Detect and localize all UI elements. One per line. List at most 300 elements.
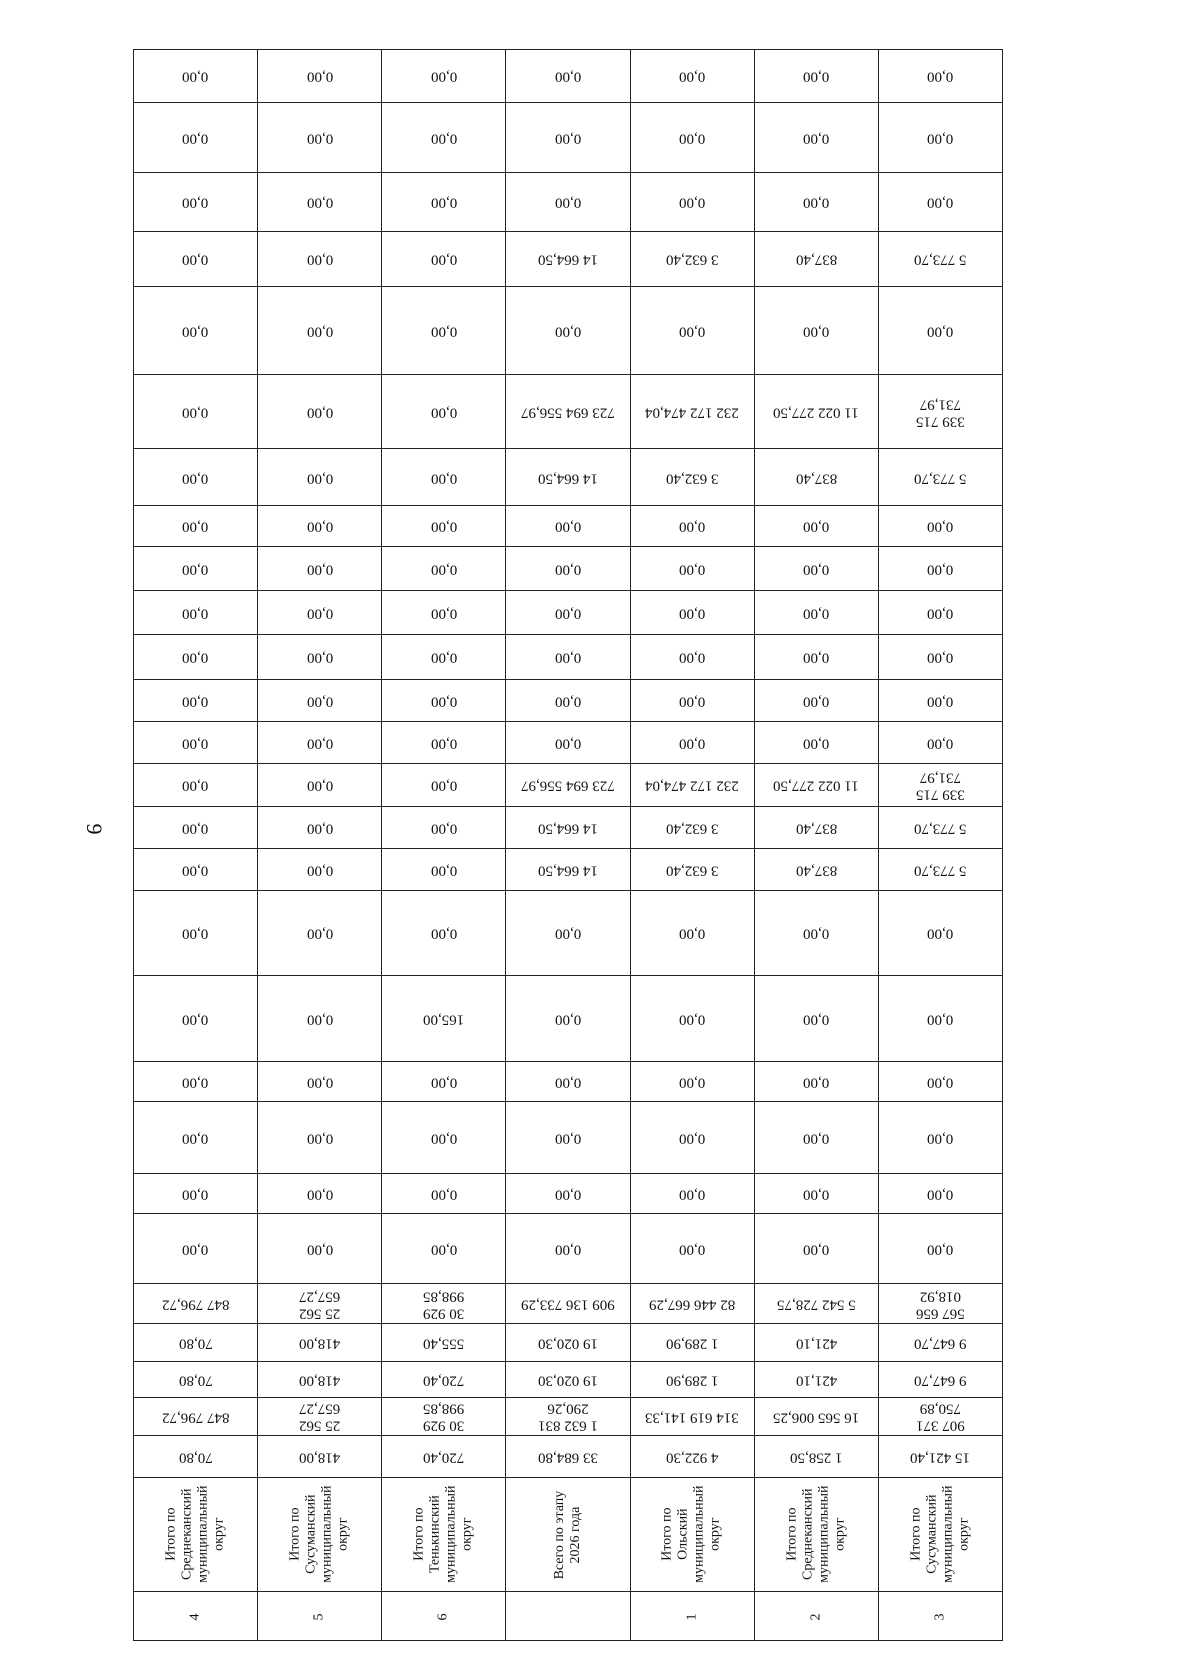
value-cell (258, 722, 382, 764)
cell-value: 0,00 (927, 518, 954, 535)
value-cell (506, 286, 630, 375)
cell-value: 0,00 (182, 194, 209, 211)
value-cell (878, 102, 1002, 172)
value-cell (754, 449, 878, 506)
value-cell (134, 722, 258, 764)
cell-value: 0,00 (803, 1011, 830, 1028)
cell-value: 0,00 (306, 862, 333, 879)
value-cell (506, 231, 630, 286)
value-cell (506, 506, 630, 546)
value-cell (878, 591, 1002, 635)
value-cell (382, 286, 506, 375)
cell-value: 0,00 (306, 649, 333, 666)
value-cell (754, 375, 878, 449)
cell-value: 0,00 (430, 323, 457, 340)
value-cell (754, 591, 878, 635)
cell-value: 0,00 (927, 693, 954, 710)
value-cell (134, 1284, 258, 1324)
value-cell (382, 679, 506, 721)
cell-value: 0,00 (679, 518, 706, 535)
cell-value: 0,00 (927, 129, 954, 146)
value-cell (134, 102, 258, 172)
value-cell (754, 1214, 878, 1284)
row-label-cell (134, 1478, 258, 1592)
value-cell (878, 449, 1002, 506)
cell-value: 5 773,70 (914, 470, 967, 487)
value-cell (630, 722, 754, 764)
value-cell (630, 848, 754, 890)
cell-value: 339 715 731,97 (916, 768, 965, 803)
table-row (134, 375, 1003, 449)
value-cell (878, 764, 1002, 806)
value-cell (878, 1435, 1002, 1477)
cell-value: 0,00 (182, 1130, 209, 1147)
cell-value: 5 773,70 (914, 862, 967, 879)
row-label-cell (258, 1478, 382, 1592)
row-number: 1 (684, 1613, 700, 1621)
value-cell (506, 722, 630, 764)
value-cell (754, 764, 878, 806)
value-cell (134, 449, 258, 506)
value-cell (258, 1362, 382, 1398)
cell-value: 0,00 (554, 1241, 582, 1258)
cell-value: 0,00 (430, 1074, 457, 1091)
value-cell (506, 1102, 630, 1174)
cell-value: 0,00 (554, 560, 582, 577)
value-cell (506, 891, 630, 976)
value-cell (134, 286, 258, 375)
cell-value: 0,00 (927, 1011, 954, 1028)
value-cell (630, 1324, 754, 1362)
value-cell (258, 1062, 382, 1102)
value-cell (134, 1214, 258, 1284)
page-number: 9 (82, 823, 107, 835)
value-cell (754, 1102, 878, 1174)
cell-value: 0,00 (430, 251, 457, 268)
cell-value: 0,00 (306, 251, 333, 268)
cell-value: 0,00 (554, 194, 582, 211)
cell-value: 0,00 (803, 68, 830, 85)
cell-value: 0,00 (927, 605, 954, 622)
cell-value: 0,00 (679, 925, 706, 942)
table-row (134, 1174, 1003, 1214)
value-cell (630, 102, 754, 172)
cell-value: 0,00 (430, 777, 457, 794)
cell-value: 0,00 (803, 693, 830, 710)
cell-value: 0,00 (927, 560, 954, 577)
cell-value: 0,00 (803, 129, 830, 146)
cell-value: 3 632,40 (665, 862, 719, 879)
value-cell (382, 891, 506, 976)
value-cell (258, 1174, 382, 1214)
cell-value: 0,00 (679, 129, 706, 146)
row-number: 4 (187, 1613, 203, 1621)
value-cell (134, 1324, 258, 1362)
cell-value: 0,00 (803, 323, 830, 340)
value-cell (258, 1102, 382, 1174)
cell-value: 0,00 (803, 605, 830, 622)
value-cell (754, 546, 878, 590)
value-cell (754, 891, 878, 976)
table-row (134, 1214, 1003, 1284)
cell-value: 907 371 750,89 (916, 1400, 965, 1434)
value-cell (258, 591, 382, 635)
cell-value: 0,00 (306, 194, 333, 211)
value-cell (258, 102, 382, 172)
table-row (134, 891, 1003, 976)
value-cell (382, 764, 506, 806)
value-cell (878, 231, 1002, 286)
cell-value: 0,00 (430, 693, 457, 710)
cell-value: 0,00 (554, 68, 582, 85)
value-cell (382, 1102, 506, 1174)
value-cell (258, 679, 382, 721)
value-cell (878, 1174, 1002, 1214)
cell-value: 5 542 728,75 (776, 1296, 856, 1313)
cell-value: 0,00 (679, 605, 706, 622)
cell-value: 3 632,40 (665, 470, 719, 487)
cell-value: 25 562 657,27 (299, 1400, 341, 1434)
cell-value: 837,40 (795, 251, 837, 268)
cell-value: 0,00 (430, 862, 457, 879)
row-label: Итого по Сусуманский муниципальный округ (287, 1485, 351, 1584)
cell-value: 0,00 (182, 129, 209, 146)
value-cell (382, 375, 506, 449)
row-number-cell (630, 1592, 754, 1641)
value-cell (134, 764, 258, 806)
value-cell (630, 1062, 754, 1102)
table-row (134, 1435, 1003, 1477)
value-cell (878, 891, 1002, 976)
cell-value: 0,00 (306, 1130, 333, 1147)
value-cell (878, 1362, 1002, 1398)
value-cell (382, 806, 506, 848)
cell-value: 232 172 474,04 (645, 777, 739, 794)
cell-value: 0,00 (182, 649, 209, 666)
value-cell (258, 1398, 382, 1436)
cell-value: 0,00 (430, 925, 457, 942)
cell-value: 1 632 831 290,26 (537, 1400, 598, 1434)
cell-value: 82 446 667,29 (649, 1296, 736, 1313)
value-cell (878, 1062, 1002, 1102)
cell-value: 14 664,50 (537, 819, 598, 836)
cell-value: 0,00 (430, 194, 457, 211)
value-cell (258, 764, 382, 806)
cell-value: 11 022 277,50 (773, 777, 860, 794)
value-cell (382, 449, 506, 506)
value-cell (754, 1284, 878, 1324)
cell-value: 0,00 (679, 560, 706, 577)
cell-value: 0,00 (679, 68, 706, 85)
value-cell (134, 1435, 258, 1477)
value-cell (258, 1284, 382, 1324)
cell-value: 0,00 (554, 323, 582, 340)
cell-value: 0,00 (803, 560, 830, 577)
value-cell (754, 1174, 878, 1214)
value-cell (878, 1398, 1002, 1436)
value-cell (506, 1362, 630, 1398)
value-cell (630, 1284, 754, 1324)
cell-value: 0,00 (430, 1186, 457, 1203)
table-row (134, 1362, 1003, 1398)
cell-value: 0,00 (554, 1130, 582, 1147)
value-cell (878, 848, 1002, 890)
cell-value: 0,00 (927, 323, 954, 340)
value-cell (878, 506, 1002, 546)
value-cell (754, 231, 878, 286)
row-label-cell (878, 1478, 1002, 1592)
cell-value: 0,00 (182, 1074, 209, 1091)
value-cell (754, 975, 878, 1062)
cell-value: 0,00 (430, 68, 457, 85)
value-cell (754, 1362, 878, 1398)
row-number-cell (258, 1592, 382, 1641)
row-number: 2 (808, 1613, 824, 1621)
cell-value: 165,00 (423, 1011, 465, 1028)
cell-value: 847 796,72 (161, 1409, 230, 1426)
cell-value: 418,00 (299, 1335, 341, 1352)
table-row (134, 764, 1003, 806)
cell-value: 0,00 (306, 1011, 333, 1028)
cell-value: 0,00 (554, 925, 582, 942)
value-cell (630, 546, 754, 590)
cell-value: 0,00 (554, 1186, 582, 1203)
row-number-cell (506, 1592, 630, 1641)
value-cell (382, 102, 506, 172)
cell-value: 0,00 (679, 735, 706, 752)
cell-value: 0,00 (927, 1130, 954, 1147)
row-label: Итого по Тенькинский муниципальный округ (411, 1485, 475, 1584)
cell-value: 720,40 (423, 1372, 465, 1389)
row-number-cell (134, 1592, 258, 1641)
table-row (134, 1102, 1003, 1174)
cell-value: 0,00 (306, 470, 333, 487)
value-cell (506, 50, 630, 103)
cell-value: 19 020,30 (537, 1372, 598, 1389)
cell-value: 0,00 (554, 129, 582, 146)
cell-value: 0,00 (803, 518, 830, 535)
value-cell (630, 449, 754, 506)
value-cell (258, 172, 382, 231)
row-number: 3 (932, 1613, 948, 1621)
row-number: 6 (435, 1613, 451, 1621)
table-row (134, 506, 1003, 546)
cell-value: 837,40 (795, 470, 837, 487)
value-cell (382, 50, 506, 103)
value-cell (630, 1398, 754, 1436)
cell-value: 19 020,30 (537, 1335, 598, 1352)
cell-value: 9 647,70 (914, 1335, 967, 1352)
cell-value: 0,00 (927, 925, 954, 942)
cell-value: 0,00 (679, 1011, 706, 1028)
cell-value: 0,00 (927, 68, 954, 85)
value-cell (754, 1398, 878, 1436)
value-cell (630, 375, 754, 449)
cell-value: 0,00 (679, 693, 706, 710)
value-cell (134, 231, 258, 286)
cell-value: 0,00 (554, 518, 582, 535)
row-number-cell (878, 1592, 1002, 1641)
cell-value: 4 922,30 (665, 1449, 719, 1466)
cell-value: 0,00 (430, 605, 457, 622)
cell-value: 14 664,50 (537, 470, 598, 487)
cell-value: 0,00 (927, 649, 954, 666)
data-table (133, 49, 1003, 1641)
value-cell (134, 1062, 258, 1102)
cell-value: 0,00 (803, 1186, 830, 1203)
value-cell (506, 679, 630, 721)
value-cell (258, 975, 382, 1062)
value-cell (134, 806, 258, 848)
table-row (134, 635, 1003, 679)
cell-value: 0,00 (306, 777, 333, 794)
label-row (134, 1478, 1003, 1592)
value-cell (258, 286, 382, 375)
value-cell (630, 1435, 754, 1477)
cell-value: 0,00 (182, 1241, 209, 1258)
cell-value: 0,00 (182, 560, 209, 577)
table-row (134, 848, 1003, 890)
row-label-cell (382, 1478, 506, 1592)
cell-value: 0,00 (182, 862, 209, 879)
value-cell (630, 679, 754, 721)
value-cell (506, 635, 630, 679)
value-cell (382, 1398, 506, 1436)
cell-value: 909 136 733,29 (521, 1296, 615, 1313)
value-cell (134, 635, 258, 679)
value-cell (134, 1174, 258, 1214)
value-cell (134, 50, 258, 103)
cell-value: 0,00 (554, 1074, 582, 1091)
value-cell (382, 1284, 506, 1324)
value-cell (258, 891, 382, 976)
cell-value: 232 172 474,04 (645, 404, 739, 421)
value-cell (754, 722, 878, 764)
value-cell (878, 975, 1002, 1062)
value-cell (258, 635, 382, 679)
cell-value: 0,00 (430, 518, 457, 535)
cell-value: 0,00 (554, 649, 582, 666)
value-cell (382, 722, 506, 764)
cell-value: 418,00 (299, 1449, 341, 1466)
cell-value: 0,00 (306, 925, 333, 942)
cell-value: 0,00 (554, 693, 582, 710)
value-cell (134, 172, 258, 231)
cell-value: 555,40 (423, 1335, 465, 1352)
cell-value: 0,00 (927, 1074, 954, 1091)
table-row (134, 102, 1003, 172)
cell-value: 14 664,50 (537, 862, 598, 879)
value-cell (754, 50, 878, 103)
value-cell (878, 1284, 1002, 1324)
value-cell (754, 635, 878, 679)
value-cell (382, 975, 506, 1062)
value-cell (506, 449, 630, 506)
cell-value: 0,00 (554, 735, 582, 752)
table-row (134, 1398, 1003, 1436)
cell-value: 0,00 (306, 323, 333, 340)
value-cell (134, 1102, 258, 1174)
cell-value: 30 929 998,85 (423, 1400, 465, 1434)
number-row (134, 1592, 1003, 1641)
cell-value: 0,00 (182, 819, 209, 836)
value-cell (134, 848, 258, 890)
cell-value: 0,00 (182, 693, 209, 710)
cell-value: 0,00 (430, 1241, 457, 1258)
cell-value: 0,00 (306, 68, 333, 85)
cell-value: 0,00 (554, 1011, 582, 1028)
cell-value: 314 619 141,33 (645, 1409, 739, 1426)
value-cell (258, 806, 382, 848)
cell-value: 720,40 (423, 1449, 465, 1466)
cell-value: 0,00 (679, 1186, 706, 1203)
cell-value: 0,00 (927, 735, 954, 752)
value-cell (506, 1284, 630, 1324)
value-cell (754, 286, 878, 375)
cell-value: 0,00 (182, 1186, 209, 1203)
cell-value: 0,00 (803, 194, 830, 211)
cell-value: 0,00 (306, 518, 333, 535)
value-cell (134, 891, 258, 976)
value-cell (258, 1324, 382, 1362)
value-cell (506, 172, 630, 231)
value-cell (382, 848, 506, 890)
cell-value: 70,80 (178, 1335, 213, 1352)
value-cell (258, 375, 382, 449)
cell-value: 0,00 (430, 129, 457, 146)
value-cell (630, 286, 754, 375)
cell-value: 3 632,40 (665, 819, 719, 836)
value-cell (382, 1174, 506, 1214)
cell-value: 9 647,70 (914, 1372, 967, 1389)
cell-value: 0,00 (927, 194, 954, 211)
value-cell (878, 172, 1002, 231)
value-cell (134, 1362, 258, 1398)
value-cell (754, 848, 878, 890)
cell-value: 70,80 (178, 1449, 213, 1466)
cell-value: 0,00 (306, 693, 333, 710)
cell-value: 421,10 (795, 1335, 837, 1352)
value-cell (134, 506, 258, 546)
cell-value: 0,00 (927, 1241, 954, 1258)
value-cell (754, 1435, 878, 1477)
cell-value: 0,00 (182, 404, 209, 421)
value-cell (258, 1435, 382, 1477)
cell-value: 0,00 (306, 735, 333, 752)
cell-value: 1 258,50 (790, 1449, 843, 1466)
value-cell (630, 975, 754, 1062)
value-cell (878, 1324, 1002, 1362)
value-cell (506, 975, 630, 1062)
value-cell (878, 375, 1002, 449)
cell-value: 0,00 (803, 735, 830, 752)
table-row (134, 806, 1003, 848)
cell-value: 847 796,72 (161, 1296, 230, 1313)
value-cell (134, 1398, 258, 1436)
cell-value: 0,00 (306, 129, 333, 146)
value-cell (258, 449, 382, 506)
rotated-table (133, 49, 1003, 1641)
value-cell (630, 231, 754, 286)
value-cell (878, 50, 1002, 103)
value-cell (382, 546, 506, 590)
cell-value: 0,00 (430, 819, 457, 836)
cell-value: 0,00 (803, 1074, 830, 1091)
cell-value: 0,00 (803, 649, 830, 666)
cell-value: 15 421,40 (910, 1449, 971, 1466)
cell-value: 0,00 (430, 735, 457, 752)
value-cell (630, 591, 754, 635)
